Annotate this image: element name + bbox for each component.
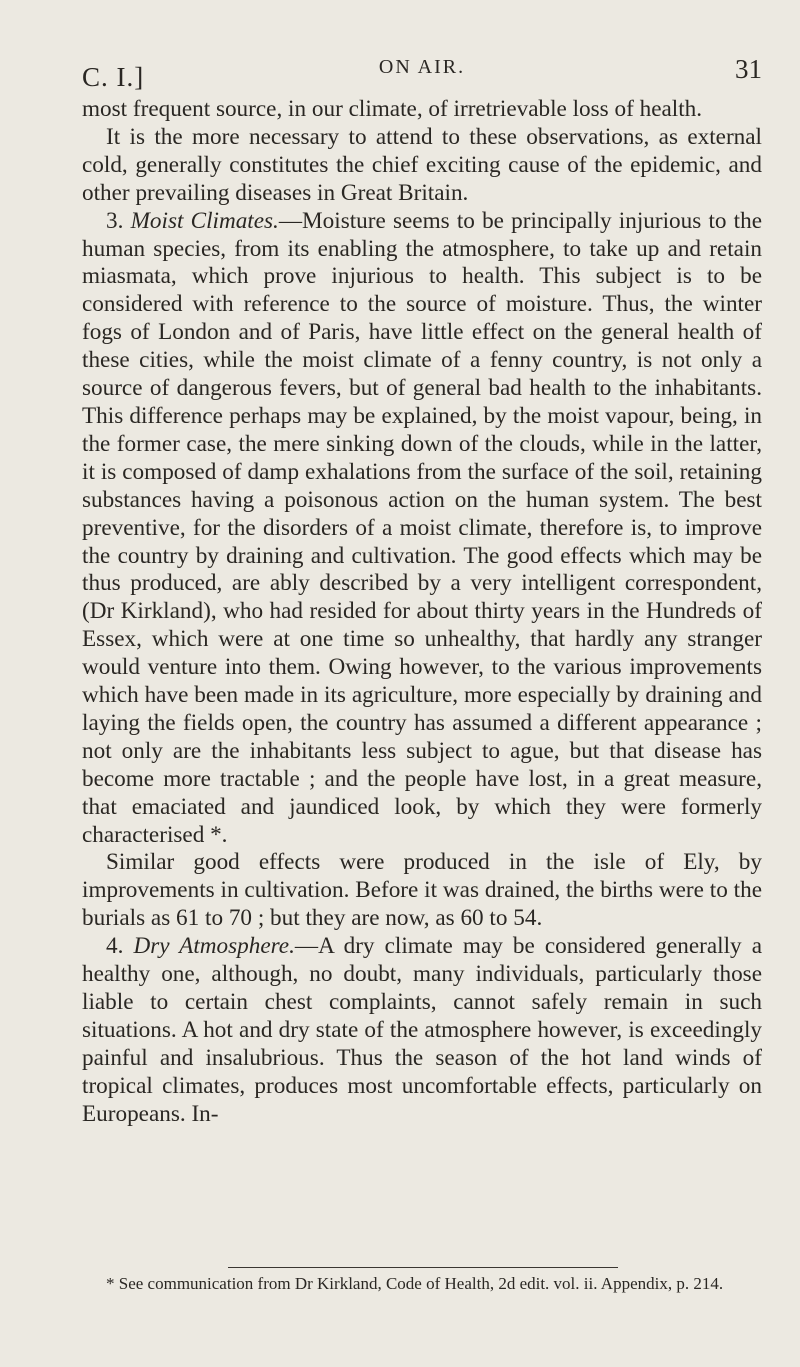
paragraph-observations: It is the more necessary to attend to these observations, as external cold, generally constitutes the chief exciting cause of the epidemic, and other prevailing diseases in Great Britain. xyxy=(82,123,762,206)
chapter-marker: C. I.] xyxy=(82,62,145,92)
footnote: * See communication from Dr Kirkland, Code of Health, 2d edit. vol. ii. Appendix, p. 214. xyxy=(106,1274,724,1293)
paragraph-continuation: most frequent source, in our climate, of irretrievable loss of health. xyxy=(82,96,703,122)
footnote-divider xyxy=(228,1267,618,1268)
section-heading: Dry Atmosphere. xyxy=(133,933,295,960)
section-number: 3. xyxy=(106,207,124,234)
running-title: ON AIR. xyxy=(378,56,466,78)
running-header xyxy=(82,56,762,96)
paragraph-isle-of-ely: Similar good effects were produced in the isle of Ely, by improvements in cultivation. Before it was drained, the births were to the burials as 61 to 70 ; but they are now, as 60 to 54. xyxy=(82,849,762,932)
section-heading: Moist Climates. xyxy=(130,207,279,234)
section-dry-atmosphere: 4. Dry Atmosphere.—A dry climate may be considered generally a healthy one, although, no doubt, many individuals, particularly those liable to certain chest complaints, cannot safely remain in such situations. A hot and dry state of the atmosphere however, is exceedingly painful and insalubrious. Thus the season of the hot land winds of tropical climates, produces most uncomfortable effects, particularly on Europeans. In- xyxy=(82,933,762,1127)
section-number: 4. xyxy=(106,933,124,960)
body-text xyxy=(82,96,762,1129)
section-moist-climates: 3. Moist Climates.—Moisture seems to be principally injurious to the human species, from its enabling the atmosphere, to take up and retain miasmata, which prove injurious to health. This subject is to be considered with reference to the source of moisture. Thus, the winter fogs of London and of Paris, have little effect on the general health of these cities, while the moist climate of a fenny country, is not only a source of dangerous fevers, but of general bad health to the inhabitants. This difference perhaps may be explained, by the moist vapour, being, in the former case, the mere sinking down of the clouds, while in the latter, it is composed of damp exhalations from the surface of the soil, retaining substances having a poisonous action on the human system. The best preventive, for the disorders of a moist climate, therefore is, to improve the country by draining and cultivation. The good effects which may be thus produced, are ably described by a very intelligent correspondent, (Dr Kirkland), who had resided for about thirty years in the Hundreds of Essex, which were at one time so unhealthy, that hardly any stranger would venture into them. Owing however, to the various improvements which have been made in its agriculture, more especially by draining and laying the fields open, the country has assumed a different appearance ; not only are the inhabitants less subject to ague, but that disease has become more tractable ; and the people have lost, in a great measure, that emaciated and jaundiced look, by which they were formerly characterised *. xyxy=(82,207,763,848)
page-number: 31 xyxy=(735,54,762,84)
